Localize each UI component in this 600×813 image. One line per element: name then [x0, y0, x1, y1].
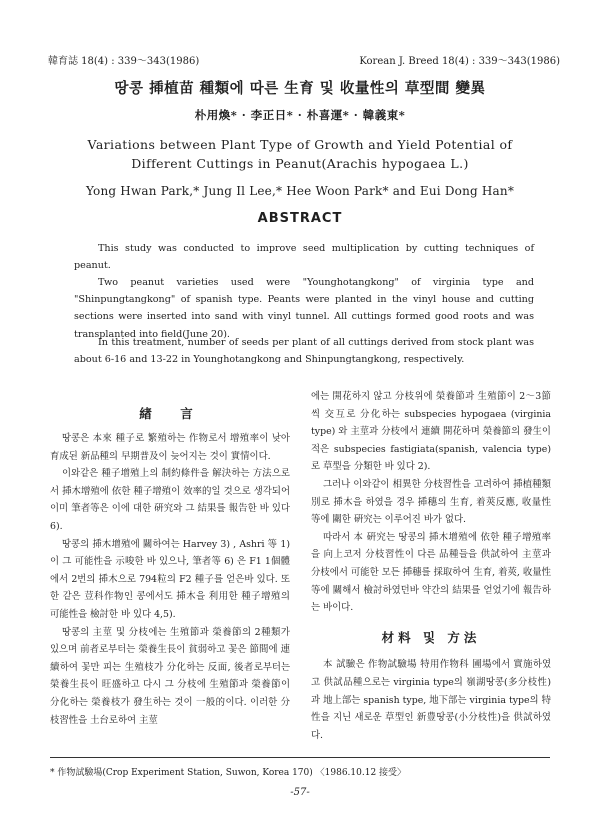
- abstract-heading: ABSTRACT: [257, 211, 343, 226]
- english-authors: Yong Hwan Park,* Jung Il Lee,* Hee Woon Park* and Eui Dong Han*: [85, 184, 515, 198]
- english-title-line1: Variations between Plant Type of Growth and Yield Potential of: [87, 137, 513, 152]
- journal-header-right: Korean J. Breed 18(4) : 339～343(1986): [359, 56, 560, 67]
- page-number: -57-: [290, 787, 310, 798]
- footnote-divider: [50, 757, 550, 758]
- intro-paragraph-5: 에는 開花하지 않고 分枝위에 榮養節과 生殖節이 2～3節씩 交互로 分化하는 subspecies hypogaea (virginia type) 와 主莖과 分枝에서 連續 開花하며 榮養節의 發生이 적은 subspecies fastigiata(spanish, valencia type)로 草型을 分類한 바 있다 2).: [311, 391, 551, 473]
- abstract-paragraph-1: This study was conducted to improve seed multiplication by cutting techniques of peanut.: [74, 243, 534, 272]
- right-column: [311, 388, 551, 744]
- intro-paragraph-1: 땅콩은 本來 種子로 繁殖하는 作物로서 增殖率이 낮아 育成된 新品種의 早期普及이 늦어지는 것이 實情이다.: [50, 433, 290, 462]
- methods-paragraph-1: 本 試驗은 作物試驗場 特用作物科 圃場에서 實施하였고 供試品種으로는 virginia type의 嶺湖땅콩(多分枝性)과 地上部는 spanish type, 地下部는 virginia type의 特性을 지닌 새로운 草型인 新豊땅콩(小分枝性)을 供試하였다.: [311, 659, 551, 741]
- intro-paragraph-7: 따라서 本 硏究는 땅콩의 揷木增殖에 依한 種子增殖率을 向上코저 分枝習性이 다른 品種들을 供試하여 主莖과 分枝에서 可能한 모든 揷穗를 採取하여 生育, 着莢, 收量性 等에 關해서 檢討하였던바 약간의 結果를 얻었기에 報告하는 바이다.: [311, 531, 551, 614]
- materials-methods-heading: 材料 및 方法: [381, 629, 481, 645]
- abstract-paragraph-3: In this treatment, number of seeds per plant of all cuttings derived from stock plant was about 6-16 and 13-22 in Younghotangkong and Shinpungtangkong, respectively.: [74, 337, 534, 366]
- introduction-heading: 緖 言: [139, 406, 201, 421]
- abstract-paragraph-2: Two peanut varieties used were "Younghotangkong" of virginia type and "Shinpungtangkong" of spanish type. Peants were planted in the vinyl house and cutting sections were inserted into sand with vinyl tunnel. All cuttings formed good roots and was transplanted into field(June 20).: [74, 277, 534, 340]
- left-column: [50, 430, 290, 729]
- english-title-line2: Different Cuttings in Peanut(Arachis hypogaea L.): [131, 156, 469, 171]
- intro-paragraph-4: 땅콩의 主莖 및 分枝에는 生殖節과 榮養節의 2種類가 있으며 前者로부터는 榮養生長이 貧弱하고 꽃은 節間에 連續하여 꽃만 피는 生殖枝가 分化하는 反面, 後者로부터는 榮養生長이 旺盛하고 다시 그 分枝에 生殖節과 榮養節이 分化하는 榮養枝가 發生하는 것이 一般的이다. 이러한 分枝習性을 土台로하여 主莖: [50, 626, 290, 726]
- intro-paragraph-3: 땅콩의 揷木增殖에 關하여는 Harvey 3) , Ashri 等 1)이 그 可能性을 示唆한 바 있으나, 筆者等 6) 은 F1 1個體에서 2번의 揷木으로 794粒의 F2 種子를 얻은바 있다. 또한 같은 荳科作物인 콩에서도 揷木을 利用한 種子增殖의 可能性을 檢討한 바 있다 4,5).: [50, 538, 290, 620]
- affiliation-footnote: * 作物試驗場(Crop Experiment Station, Suwon, Korea 170) 〈1986.10.12 接受〉: [50, 768, 407, 778]
- intro-paragraph-6: 그러나 이와같이 相異한 分枝習性을 고려하여 揷植種類別로 揷木을 하였을 경우 揷穗의 生育, 着莢反應, 收量性 等에 關한 硏究는 이루어진 바가 없다.: [311, 478, 551, 526]
- korean-authors: 朴用煥* · 李正日* · 朴喜運* · 韓義東*: [194, 108, 406, 122]
- intro-paragraph-2: 이와같은 種子增殖上의 制約條件을 解決하는 方法으로서 揷木增殖에 依한 種子增殖이 效率的일 것으로 생각되어 이미 筆者等은 이에 대한 硏究와 그 結果를 報告한 바 있다 6).: [50, 468, 290, 532]
- journal-header-left: 韓育誌 18(4) : 339～343(1986): [48, 56, 200, 67]
- korean-title: 땅콩 揷植苗 種類에 따른 生育 및 收量性의 草型間 變異: [114, 80, 486, 97]
